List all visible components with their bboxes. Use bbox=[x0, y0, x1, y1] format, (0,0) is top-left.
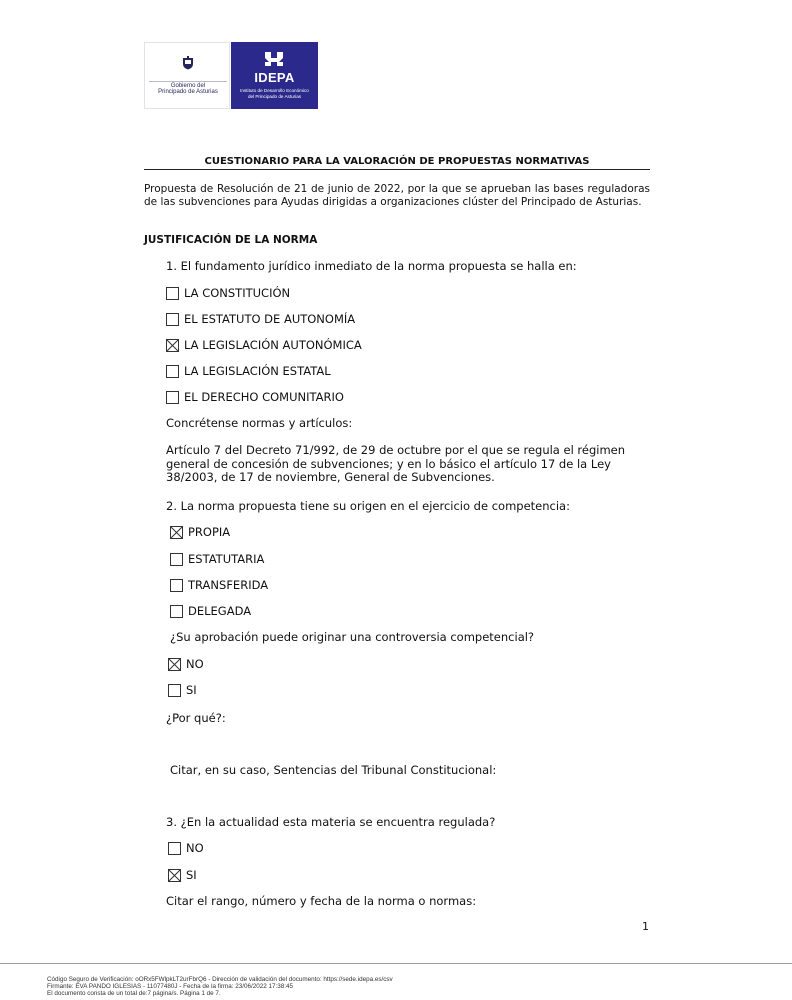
question-3: 3. ¿En la actualidad esta materia se encuentra regulada? bbox=[166, 815, 496, 829]
logo-left-line-1: Gobierno del bbox=[149, 81, 227, 90]
checkbox[interactable] bbox=[168, 842, 181, 855]
gobierno-asturias-logo bbox=[144, 42, 230, 109]
checkbox[interactable] bbox=[168, 869, 181, 882]
option-label: TRANSFERIDA bbox=[188, 578, 269, 592]
checkbox[interactable] bbox=[166, 391, 179, 404]
checkbox[interactable] bbox=[166, 365, 179, 378]
option-label: PROPIA bbox=[188, 525, 231, 539]
q1-option-0[interactable] bbox=[166, 286, 290, 300]
q1-option-2[interactable] bbox=[166, 338, 362, 352]
q2-why: ¿Por qué?: bbox=[166, 711, 226, 725]
checkbox[interactable] bbox=[170, 579, 183, 592]
option-label: EL ESTATUTO DE AUTONOMÍA bbox=[184, 312, 356, 326]
crest-icon bbox=[182, 56, 194, 70]
option-label: ESTATUTARIA bbox=[188, 552, 265, 566]
q2-controversy-question: ¿Su aprobación puede originar una controversia competencial? bbox=[170, 630, 535, 644]
checkbox[interactable] bbox=[166, 287, 179, 300]
checkbox[interactable] bbox=[168, 658, 181, 671]
question-1: 1. El fundamento jurídico inmediato de la norma propuesta se halla en: bbox=[166, 259, 577, 273]
checkmark-x-icon bbox=[169, 870, 180, 881]
option-label: SI bbox=[186, 868, 197, 882]
option-label: NO bbox=[186, 841, 204, 855]
checkbox[interactable] bbox=[166, 313, 179, 326]
option-label: LA LEGISLACIÓN AUTONÓMICA bbox=[184, 338, 362, 352]
footer-line-1: Código Seguro de Verificación: oORx5FWlpkLT2urFbrQ6 - Dirección de validación del documento: https://sede.idepa.es/csv bbox=[47, 976, 393, 983]
intro-paragraph: Propuesta de Resolución de 21 de junio de 2022, por la que se aprueban las bases reguladoras de las subvenciones para Ayudas dirigidas a organizaciones clúster del Principado de Asturias. bbox=[144, 183, 650, 208]
q2-option-2[interactable] bbox=[170, 578, 268, 592]
option-label: LA LEGISLACIÓN ESTATAL bbox=[184, 364, 331, 378]
q1-option-4[interactable] bbox=[166, 390, 344, 404]
q2-controversy-option-1[interactable] bbox=[168, 683, 197, 697]
footer-line-2: Firmante: EVA PANDO IGLESIAS - 11077480J - Fecha de la firma: 23/06/2022 17:38:45 bbox=[47, 983, 294, 990]
idepa-logo bbox=[231, 42, 318, 109]
checkmark-x-icon bbox=[167, 340, 178, 351]
option-label: EL DERECHO COMUNITARIO bbox=[184, 390, 344, 404]
verification-footer bbox=[47, 976, 393, 997]
option-label: DELEGADA bbox=[188, 604, 252, 618]
logo-left-line-2: Principado de Asturias bbox=[158, 89, 218, 95]
question-2: 2. La norma propuesta tiene su origen en el ejercicio de competencia: bbox=[166, 499, 570, 513]
q1-option-3[interactable] bbox=[166, 364, 331, 378]
checkbox[interactable] bbox=[170, 526, 183, 539]
footer-line-3: El documento consta de un total de:7 página/s. Página 1 de 7. bbox=[47, 990, 221, 997]
option-label: SI bbox=[186, 683, 197, 697]
q2-option-0[interactable] bbox=[170, 525, 230, 539]
checkbox[interactable] bbox=[170, 605, 183, 618]
document-title: CUESTIONARIO PARA LA VALORACIÓN DE PROPUESTAS NORMATIVAS bbox=[144, 155, 650, 170]
q3-option-0[interactable] bbox=[168, 841, 204, 855]
q1-option-1[interactable] bbox=[166, 312, 355, 326]
q2-cite: Citar, en su caso, Sentencias del Tribunal Constitucional: bbox=[170, 763, 497, 777]
q2-option-3[interactable] bbox=[170, 604, 251, 618]
idepa-sub-line-2: del Principado de Asturias bbox=[247, 94, 302, 99]
checkbox[interactable] bbox=[170, 553, 183, 566]
idepa-mark-icon bbox=[263, 50, 285, 68]
checkmark-x-icon bbox=[171, 527, 182, 538]
page-number: 1 bbox=[642, 920, 649, 933]
idepa-brand: IDEPA bbox=[254, 70, 295, 85]
footer-divider bbox=[0, 963, 792, 964]
option-label: NO bbox=[186, 657, 204, 671]
checkbox[interactable] bbox=[166, 339, 179, 352]
checkmark-x-icon bbox=[169, 659, 180, 670]
q1-concretense: Concrétense normas y artículos: bbox=[166, 416, 353, 430]
section-title: JUSTIFICACIÓN DE LA NORMA bbox=[144, 234, 318, 246]
q1-answer: Artículo 7 del Decreto 71/992, de 29 de octubre por el que se regula el régimen general de concesión de subvenciones; y en lo básico el artículo 17 de la Ley 38/2003, de 17 de noviembre, General de Subvenciones. bbox=[166, 443, 626, 484]
idepa-sub-line-1: Instituto de Desarrollo Económico bbox=[240, 88, 309, 93]
q2-option-1[interactable] bbox=[170, 552, 264, 566]
q3-cite: Citar el rango, número y fecha de la norma o normas: bbox=[166, 894, 477, 908]
checkbox[interactable] bbox=[168, 684, 181, 697]
q2-controversy-option-0[interactable] bbox=[168, 657, 204, 671]
option-label: LA CONSTITUCIÓN bbox=[184, 286, 291, 300]
q3-option-1[interactable] bbox=[168, 868, 197, 882]
